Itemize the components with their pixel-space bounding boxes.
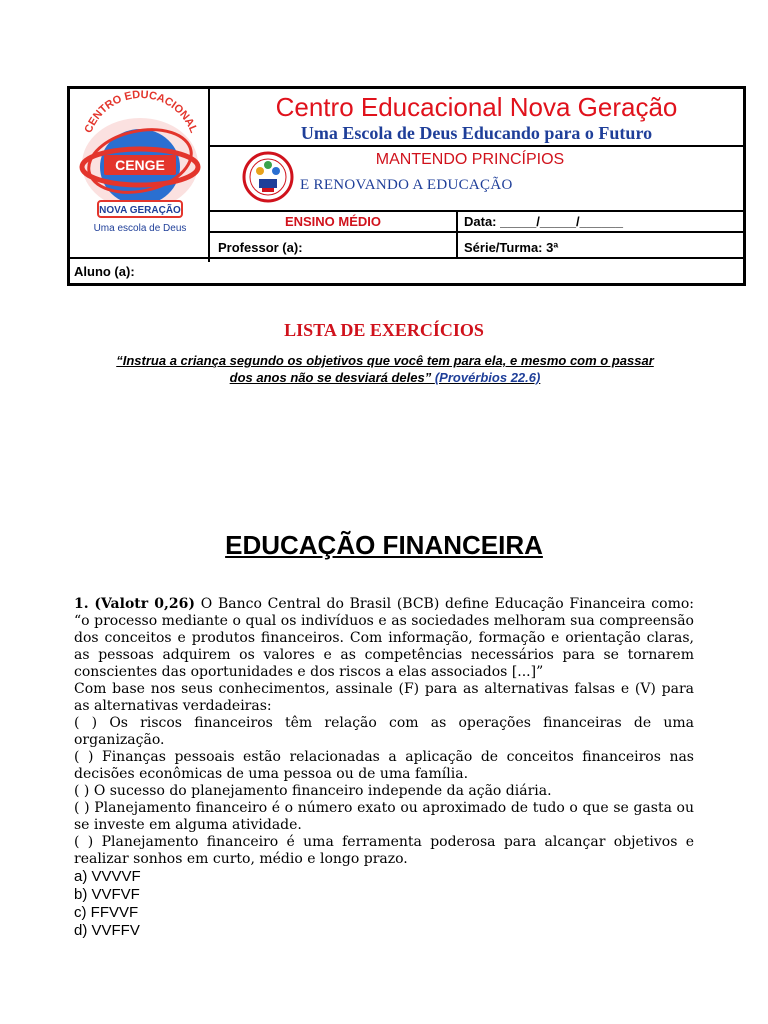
date-field[interactable]: Data: _____/_____/______	[464, 214, 624, 229]
divider	[210, 231, 743, 233]
header-table	[67, 86, 746, 286]
divider	[210, 145, 743, 147]
slogan-line2: E RENOVANDO A EDUCAÇÃO	[300, 177, 513, 193]
option-c[interactable]: c) FFVVF	[74, 904, 139, 921]
globe-logo-icon	[70, 89, 208, 259]
logo-banner: NOVA GERAÇÃO	[99, 205, 181, 216]
statement[interactable]: ( ) Os riscos financeiros têm relação com as operações financeiras de uma organização.	[74, 715, 694, 748]
question-text: O Banco Central do Brasil (BCB) define Educação Financeira como: “o processo mediante o qual os indivíduos e as sociedades melhoram sua compreensão dos conceitos e produtos financeiros. Com informação, formação e orientação claras, as pessoas adquirem os valores e as competências necessários para se tornarem conscientes das oportunidades e dos riscos a elas associados [...]”	[74, 596, 694, 680]
school-name: Centro Educacional Nova Geração	[275, 92, 678, 122]
option-b[interactable]: b) VVFVF	[74, 886, 140, 903]
statement[interactable]: ( ) Planejamento financeiro é o número exato ou aproximado de tudo o que se gasta ou se investe em alguma atividade.	[74, 800, 694, 833]
option-a[interactable]: a) VVVVF	[74, 868, 141, 885]
epigraph-line2	[70, 370, 700, 385]
epigraph-text: dos anos não se desviará deles”	[229, 370, 435, 385]
exercise-list-title: LISTA DE EXERCÍCIOS	[284, 320, 484, 340]
question-value: (Valotr 0,26)	[94, 596, 196, 612]
divider	[70, 257, 743, 259]
level-label: ENSINO MÉDIO	[284, 214, 382, 229]
option-d[interactable]: d) VVFFV	[74, 922, 140, 939]
question-instruction: Com base nos seus conhecimentos, assinale (F) para as alternativas falsas e (V) para as alternativas verdadeiras:	[74, 681, 694, 714]
section-title: EDUCAÇÃO FINANCEIRA	[225, 530, 543, 560]
statement[interactable]: ( ) O sucesso do planejamento financeiro independe da ação diária.	[74, 783, 552, 799]
epigraph-reference: (Provérbios 22.6)	[434, 370, 541, 385]
divider	[456, 210, 458, 258]
teacher-field[interactable]: Professor (a):	[218, 240, 303, 255]
question-1	[74, 596, 694, 940]
statement[interactable]: ( ) Planejamento financeiro é uma ferramenta poderosa para alcançar objetivos e realizar sonhos em curto, médio e longo prazo.	[74, 834, 694, 867]
school-logo	[70, 89, 210, 262]
slogan-line1: MANTENDO PRINCÍPIOS	[375, 151, 565, 168]
divider	[210, 210, 743, 212]
question-prompt	[74, 596, 694, 681]
logo-tagline: Uma escola de Deus	[93, 223, 187, 234]
logo-acronym: CENGE	[115, 157, 165, 173]
question-number: 1.	[74, 596, 89, 612]
title-area	[210, 89, 743, 147]
epigraph-line1: “Instrua a criança segundo os objetivos que você tem para ela, e mesmo com o passar	[116, 353, 654, 368]
student-field[interactable]: Aluno (a):	[74, 264, 135, 279]
logo-arc-text: CENTRO EDUCACIONAL	[82, 89, 200, 135]
class-field[interactable]: Série/Turma: 3ª	[464, 240, 559, 255]
statement[interactable]: ( ) Finanças pessoais estão relacionadas a aplicação de conceitos financeiros nas decisões econômicas de uma pessoa ou de uma família.	[74, 749, 694, 782]
seal-icon	[240, 151, 296, 208]
school-motto: Uma Escola de Deus Educando para o Futuro	[300, 123, 653, 143]
